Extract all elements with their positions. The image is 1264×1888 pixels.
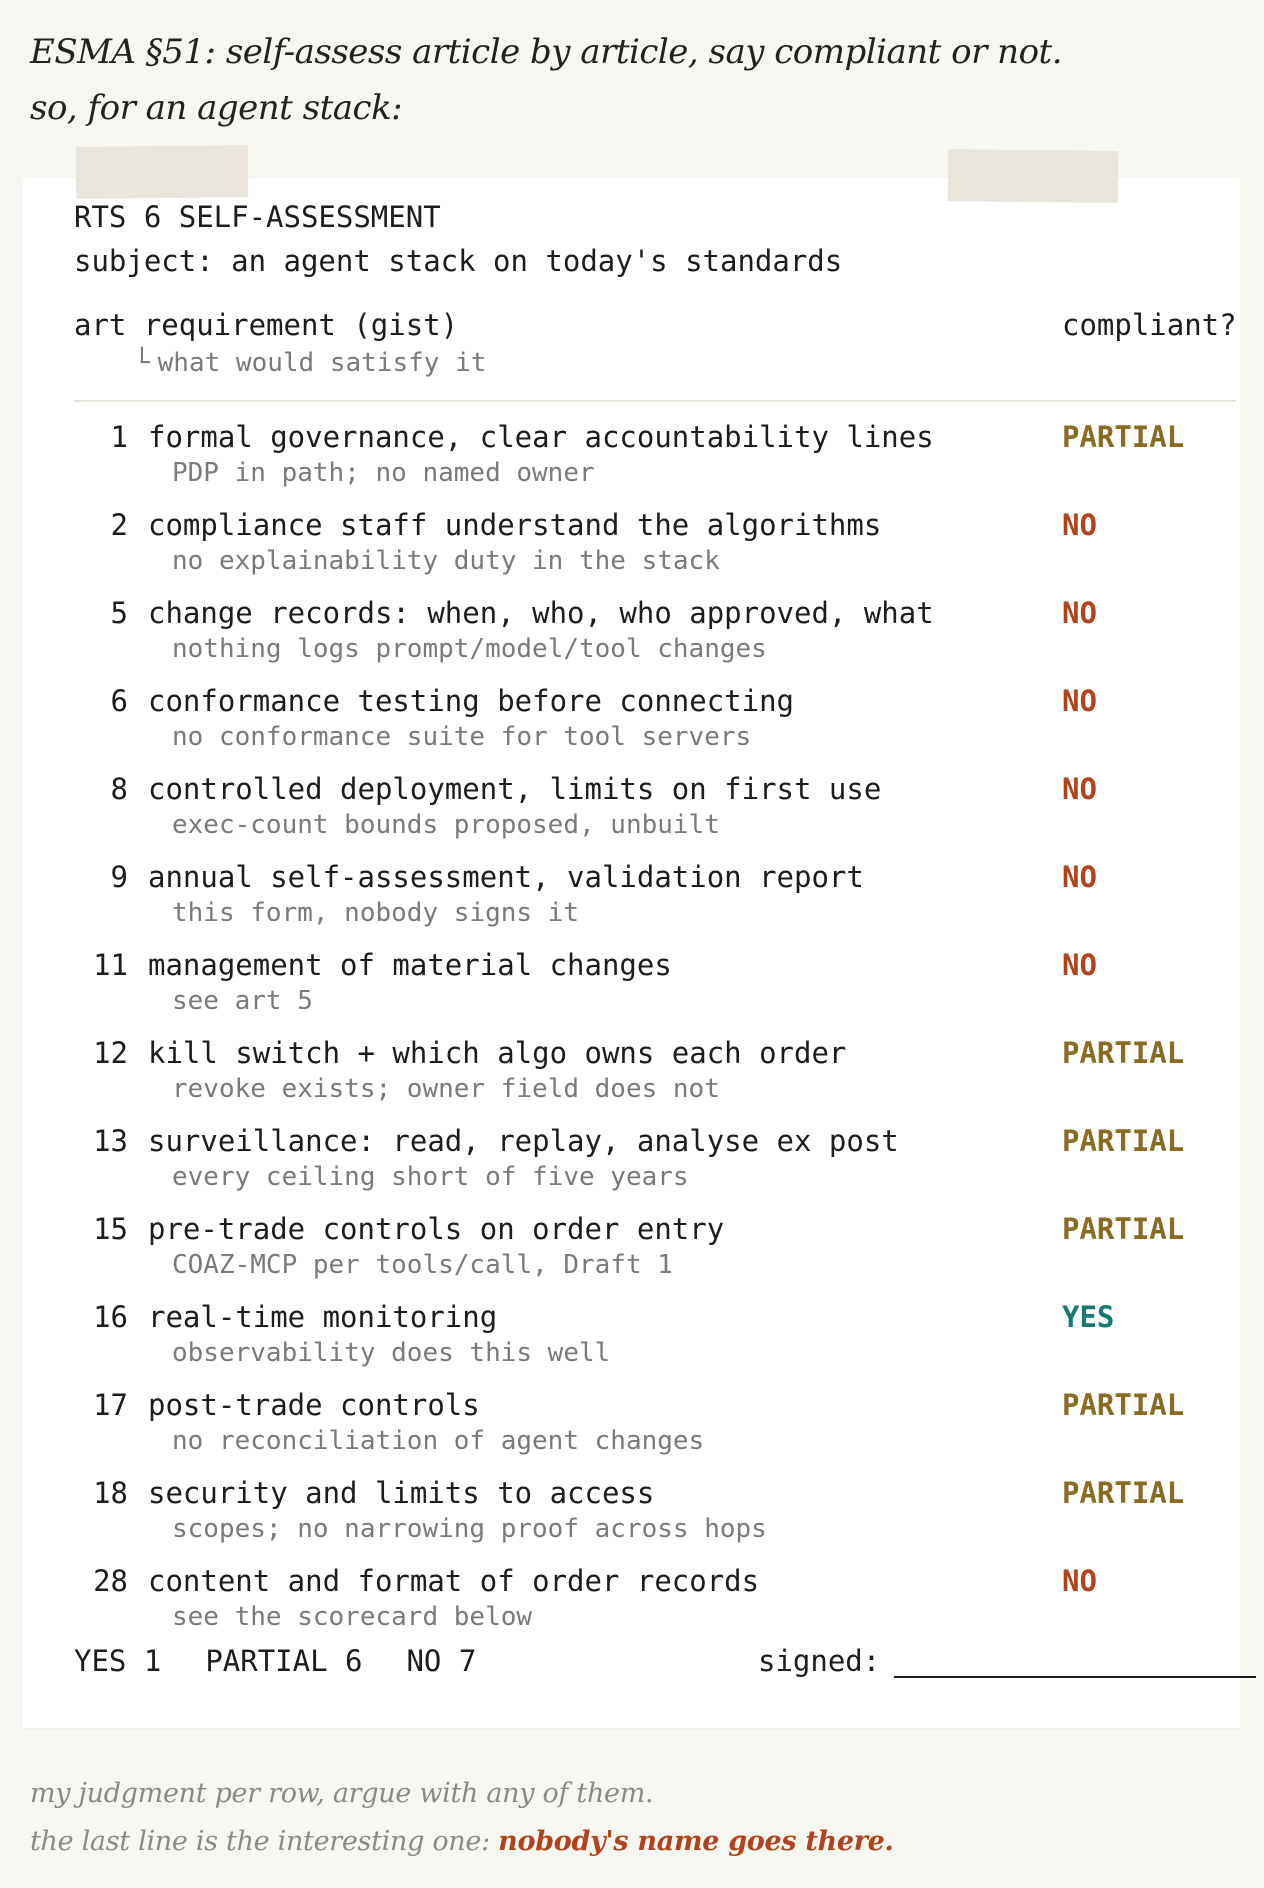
satisfy-note: no conformance suite for tool servers [172, 722, 752, 752]
satisfy-note: see art 5 [172, 986, 313, 1016]
requirement-rows [52, 400, 1252, 1632]
article-number: 1 [110, 420, 128, 454]
table-row [52, 752, 1252, 840]
table-row [52, 1456, 1252, 1544]
satisfy-note: no explainability duty in the stack [172, 546, 720, 576]
requirement-text: surveillance: read, replay, analyse ex post [148, 1124, 899, 1158]
requirement-text: pre-trade controls on order entry [148, 1212, 725, 1246]
satisfy-note: nothing logs prompt/model/tool changes [172, 634, 767, 664]
article-number: 17 [93, 1388, 128, 1422]
branch-glyph: └ [134, 348, 150, 378]
requirement-text: security and limits to access [148, 1476, 655, 1510]
status-badge: NO [1062, 508, 1097, 542]
table-row [52, 1280, 1252, 1368]
article-number: 6 [110, 684, 128, 718]
table-row [52, 576, 1252, 664]
satisfy-note: COAZ-MCP per tools/call, Draft 1 [172, 1250, 673, 1280]
requirement-text: formal governance, clear accountability lines [148, 420, 934, 454]
intro-line-2: so, for an agent stack: [30, 88, 403, 128]
column-header-satisfy-label: what would satisfy it [157, 348, 487, 378]
requirement-text: kill switch + which algo owns each order [148, 1036, 847, 1070]
tally-no: NO 7 [406, 1644, 477, 1678]
table-row [52, 840, 1252, 928]
status-badge: PARTIAL [1062, 1212, 1185, 1246]
table-row [52, 400, 1252, 488]
satisfy-note: PDP in path; no named owner [172, 458, 595, 488]
form-title: RTS 6 SELF-ASSESSMENT [74, 200, 441, 234]
signature-line[interactable] [894, 1646, 1256, 1678]
signed-label: signed: [758, 1644, 881, 1678]
assessment-card [22, 178, 1240, 1728]
satisfy-note: see the scorecard below [172, 1602, 533, 1632]
status-badge: YES [1062, 1300, 1115, 1334]
tally-yes: YES 1 [74, 1644, 162, 1678]
requirement-text: content and format of order records [148, 1564, 760, 1598]
table-row [52, 1192, 1252, 1280]
status-badge: PARTIAL [1062, 1124, 1185, 1158]
requirement-text: conformance testing before connecting [148, 684, 795, 718]
status-badge: NO [1062, 948, 1097, 982]
tally-partial: PARTIAL 6 [205, 1644, 363, 1678]
requirement-text: change records: when, who, who approved, what [148, 596, 934, 630]
satisfy-note: scopes; no narrowing proof across hops [172, 1514, 767, 1544]
table-row [52, 1104, 1252, 1192]
tape-strip-right [948, 149, 1119, 203]
satisfy-note: observability does this well [172, 1338, 611, 1368]
article-number: 12 [93, 1036, 128, 1070]
table-row [52, 1016, 1252, 1104]
table-row [52, 664, 1252, 752]
requirement-text: annual self-assessment, validation report [148, 860, 864, 894]
footer-line-2-prefix: the last line is the interesting one: [30, 1826, 499, 1857]
article-number: 2 [110, 508, 128, 542]
status-badge: PARTIAL [1062, 1476, 1185, 1510]
article-number: 5 [110, 596, 128, 630]
requirement-text: compliance staff understand the algorithms [148, 508, 882, 542]
table-row [52, 488, 1252, 576]
requirement-text: management of material changes [148, 948, 672, 982]
table-row [52, 1368, 1252, 1456]
article-number: 13 [93, 1124, 128, 1158]
satisfy-note: no reconciliation of agent changes [172, 1426, 705, 1456]
article-number: 8 [110, 772, 128, 806]
table-row [52, 1544, 1252, 1632]
tape-strip-left [76, 145, 249, 199]
signature-field [758, 1644, 1256, 1678]
article-number: 9 [110, 860, 128, 894]
table-row [52, 928, 1252, 1016]
status-badge: NO [1062, 860, 1097, 894]
satisfy-note: revoke exists; owner field does not [172, 1074, 720, 1104]
status-badge: NO [1062, 684, 1097, 718]
footer-line-2-emphasis: nobody's name goes there. [498, 1826, 894, 1857]
status-badge: NO [1062, 596, 1097, 630]
requirement-text: real-time monitoring [148, 1300, 498, 1334]
article-number: 15 [93, 1212, 128, 1246]
article-number: 28 [93, 1564, 128, 1598]
footer-note [30, 1770, 894, 1866]
intro-line-1: ESMA §51: self-assess article by article, say compliant or not. [30, 32, 1063, 72]
column-header-requirement: art requirement (gist) [74, 308, 459, 342]
satisfy-note: this form, nobody signs it [172, 898, 579, 928]
column-header-satisfy [134, 348, 486, 378]
status-badge: PARTIAL [1062, 1036, 1185, 1070]
footer-line-2 [30, 1818, 894, 1866]
requirement-text: controlled deployment, limits on first use [148, 772, 882, 806]
form-subject: subject: an agent stack on today's standards [74, 244, 843, 278]
status-badge: PARTIAL [1062, 1388, 1185, 1422]
article-number: 16 [93, 1300, 128, 1334]
requirement-text: post-trade controls [148, 1388, 480, 1422]
status-badge: NO [1062, 772, 1097, 806]
satisfy-note: every ceiling short of five years [172, 1162, 689, 1192]
tally [74, 1644, 520, 1678]
status-badge: NO [1062, 1564, 1097, 1598]
article-number: 18 [93, 1476, 128, 1510]
footer-line-1: my judgment per row, argue with any of them. [30, 1778, 654, 1809]
status-badge: PARTIAL [1062, 420, 1185, 454]
column-header-compliant: compliant? [1062, 308, 1237, 342]
article-number: 11 [93, 948, 128, 982]
intro-note [30, 24, 1062, 136]
satisfy-note: exec-count bounds proposed, unbuilt [172, 810, 720, 840]
